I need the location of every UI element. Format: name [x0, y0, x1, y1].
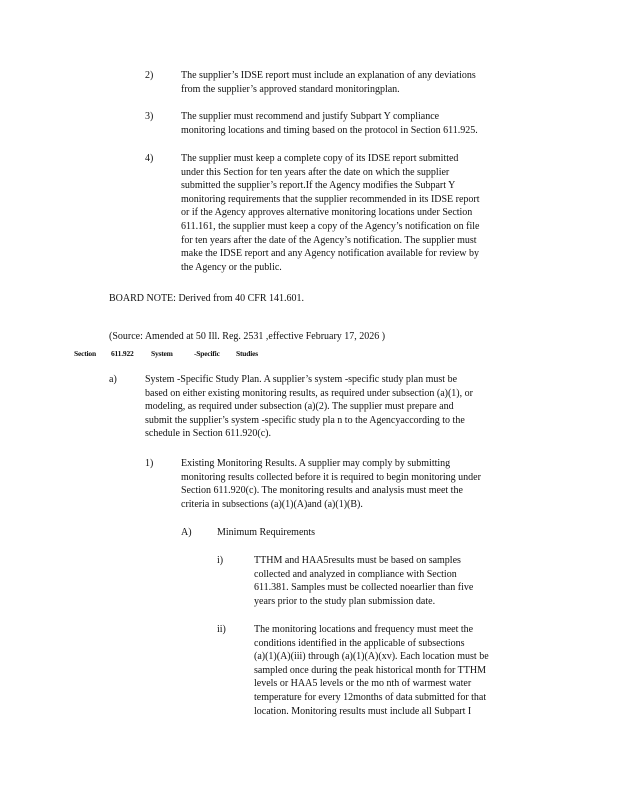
text-line: Existing Monitoring Results. A supplier may comply by submitting — [181, 458, 451, 469]
text-line: The supplier’s IDSE report must include an explanation of any deviations — [181, 70, 476, 81]
text-line: TTHM and HAA5results must be based on samples — [254, 555, 461, 566]
section-title-part: Studies — [236, 349, 258, 358]
list-item-text — [181, 152, 541, 274]
text-line: collected and analyzed in compliance with Section — [254, 568, 457, 580]
section-label: Section — [74, 349, 96, 358]
text-line: for ten years after the date of the Agency’s notification. The supplier must — [181, 234, 477, 246]
list-item-number: 2) — [145, 70, 154, 81]
paragraph-text — [181, 457, 546, 511]
text-line: monitoring locations and timing based on the protocol in Section 611.925. — [181, 124, 478, 136]
paragraph-label: i) — [217, 555, 224, 566]
section-number: 611.922 — [111, 349, 134, 358]
section-title-part: System — [151, 349, 173, 358]
text-line: location. Monitoring results must include all Subpart I — [254, 705, 472, 717]
text-line: make the IDSE report and any Agency notification available for review by — [181, 248, 479, 260]
text-line: submitted the supplier’s report.If the Agency modifies the Subpart Y — [181, 180, 456, 192]
list-item-number: 4) — [145, 153, 154, 164]
text-line: The supplier must recommend and justify Subpart Y compliance — [181, 111, 440, 122]
text-line: Section 611.920(c). The monitoring results and analysis must meet the — [181, 485, 463, 497]
paragraph-text — [254, 554, 554, 608]
text-line: schedule in Section 611.920(c). — [145, 428, 271, 440]
list-item-text — [181, 69, 531, 96]
section-title-part: -Specific — [194, 349, 220, 358]
text-line: monitoring results collected before it is required to begin monitoring under — [181, 471, 481, 483]
section-heading — [0, 347, 618, 359]
text-line: temperature for every 12months of data submitted for that — [254, 691, 487, 703]
board-note-text: BOARD NOTE: Derived from 40 CFR 141.601. — [109, 293, 304, 304]
text-line: based on either existing monitoring results, as required under subsection (a)(1), or — [145, 387, 473, 399]
paragraph-label: 1) — [145, 458, 154, 469]
text-line: or if the Agency approves alternative monitoring locations under Section — [181, 207, 473, 219]
text-line: criteria in subsections (a)(1)(A)and (a)(1)(B). — [181, 498, 363, 510]
paragraph-label: A) — [181, 527, 192, 538]
paragraph-text — [145, 373, 545, 441]
text-line: sampled once during the peak historical month for TTHM — [254, 664, 486, 676]
paragraph-label: a) — [109, 374, 117, 385]
text-line: under this Section for ten years after the date on which the supplier — [181, 166, 450, 178]
text-line: submit the supplier’s system -specific study pla n to the Agencyaccording to the — [145, 414, 465, 426]
text-line: The supplier must keep a complete copy of its IDSE report submitted — [181, 153, 459, 164]
text-line: 611.381. Samples must be collected noearlier than five — [254, 582, 474, 594]
paragraph-text — [254, 623, 554, 718]
source-note — [109, 330, 529, 344]
list-item-number: 3) — [145, 111, 154, 122]
text-line: levels or HAA5 levels or the mo nth of warmest water — [254, 678, 472, 690]
source-note-text: (Source: Amended at 50 Ill. Reg. 2531 ,effective February 17, 2026 ) — [109, 331, 386, 342]
text-line: the Agency or the public. — [181, 261, 282, 273]
text-line: years prior to the study plan submission date. — [254, 595, 436, 607]
text-line: conditions identified in the applicable of subsections — [254, 637, 465, 649]
text-line: 611.161, the supplier must keep a copy of the Agency’s notification on file — [181, 220, 480, 232]
text-line: modeling, as required under subsection (a)(2). The supplier must prepare and — [145, 401, 454, 413]
text-line: The monitoring locations and frequency must meet the — [254, 624, 474, 635]
text-line: (a)(1)(A)(iii) through (a)(1)(A)(xv). Each location must be — [254, 651, 489, 663]
paragraph-label: ii) — [217, 624, 226, 635]
text-line: from the supplier’s approved standard monitoringplan. — [181, 83, 400, 95]
text-line: monitoring requirements that the supplier recommended in its IDSE report — [181, 193, 480, 205]
paragraph-heading: Minimum Requirements — [217, 527, 316, 538]
text-line: System -Specific Study Plan. A supplier’s system -specific study plan must be — [145, 374, 458, 385]
list-item-text — [181, 110, 531, 137]
board-note — [109, 292, 509, 306]
